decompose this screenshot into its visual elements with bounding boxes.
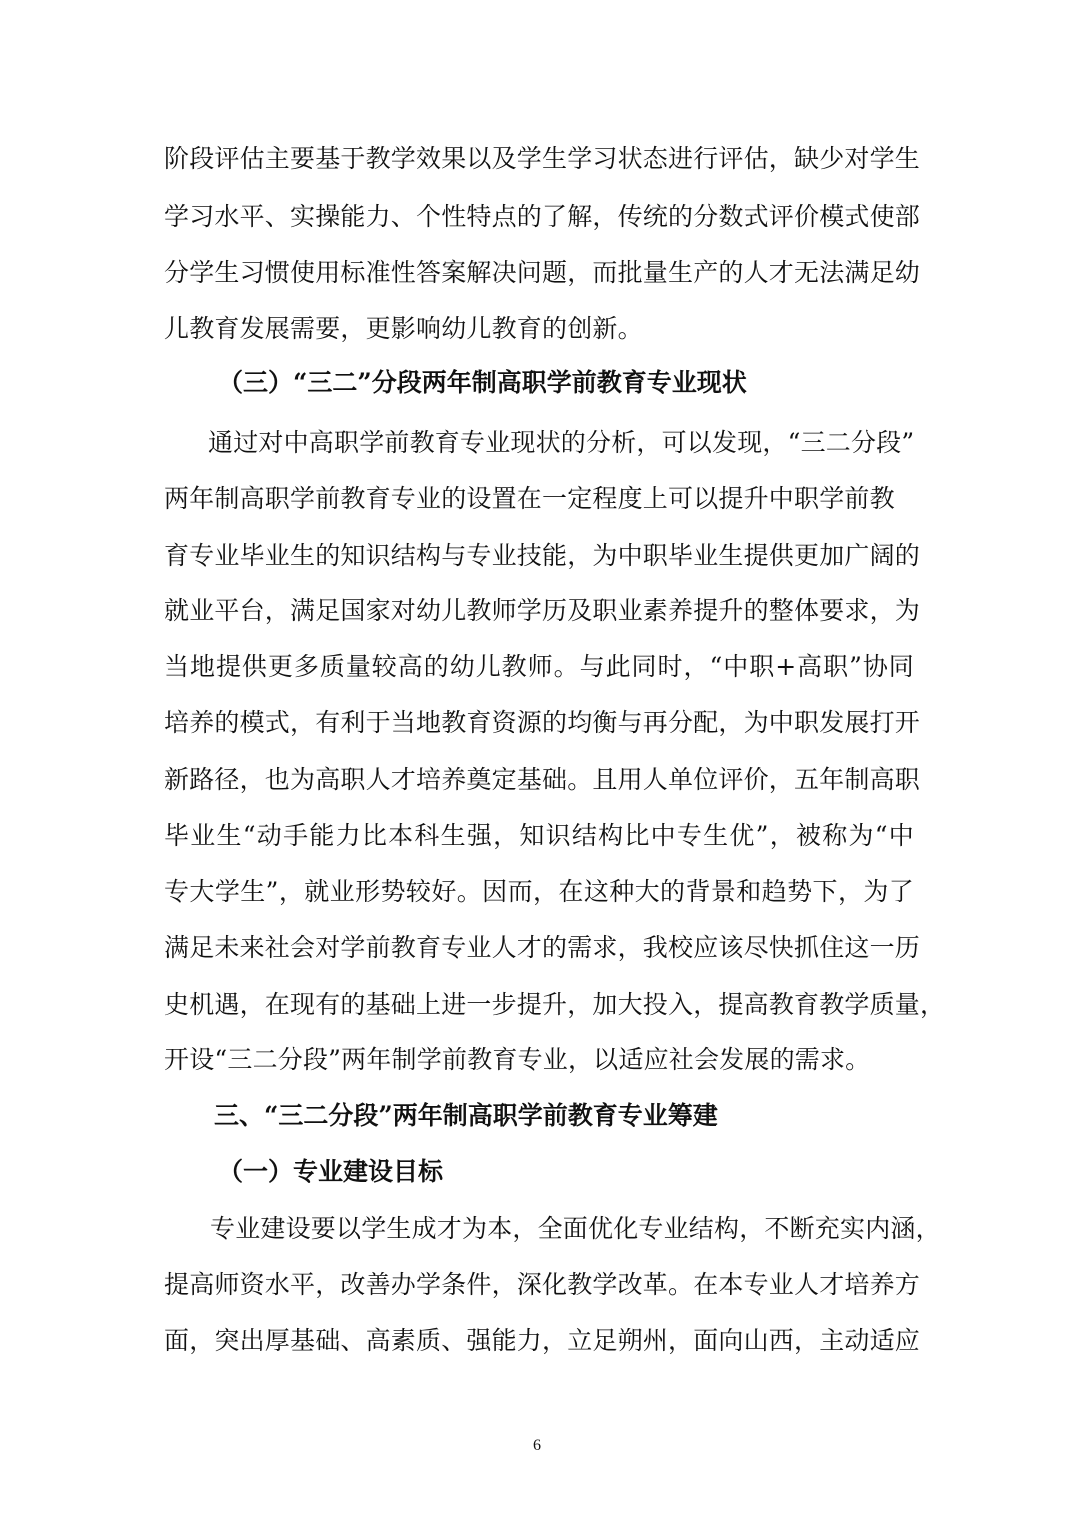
paragraph-2-line-5: 当地提供更多质量较高的幼儿教师。与此同时，“中职+高职”协同 <box>164 652 914 681</box>
paragraph-1-line-3: 分学生习惯使用标准性答案解决问题，而批量生产的人才无法满足幼 <box>164 258 921 287</box>
paragraph-3-line-2: 提高师资水平，改善办学条件，深化教学改革。在本专业人才培养方 <box>164 1270 921 1299</box>
page-number: 6 <box>533 1437 541 1454</box>
paragraph-2-line-2: 两年制高职学前教育专业的设置在一定程度上可以提升中职学前教 <box>164 484 895 513</box>
paragraph-2-line-3: 育专业毕业生的知识结构与专业技能，为中职毕业生提供更加广阔的 <box>164 541 921 570</box>
paragraph-1-line-4: 儿教育发展需要，更影响幼儿教育的创新。 <box>164 314 643 343</box>
paragraph-1-line-1: 阶段评估主要基于教学效果以及学生学习状态进行评估，缺少对学生 <box>164 144 921 173</box>
paragraph-2-line-9: 专大学生”，就业形势较好。因而，在这种大的背景和趋势下，为了 <box>164 877 914 906</box>
paragraph-2-line-12: 开设“三二分段”两年制学前教育专业，以适应社会发展的需求。 <box>164 1045 871 1074</box>
section-heading-1: （一）专业建设目标 <box>218 1157 444 1186</box>
paragraph-2-line-1: 通过对中高职学前教育专业现状的分析，可以发现，“三二分段” <box>208 428 915 457</box>
paragraph-2-line-6: 培养的模式，有利于当地教育资源的均衡与再分配，为中职发展打开 <box>164 708 921 737</box>
paragraph-1-line-2: 学习水平、实操能力、个性特点的了解，传统的分数式评价模式使部 <box>164 202 921 231</box>
paragraph-2-line-10: 满足未来社会对学前教育专业人才的需求，我校应该尽快抓住这一历 <box>164 933 921 962</box>
paragraph-3-line-1: 专业建设要以学生成才为本，全面优化专业结构，不断充实内涵， <box>210 1214 941 1243</box>
paragraph-2-line-8: 毕业生“动手能力比本科生强，知识结构比中专生优”，被称为“中 <box>164 821 914 850</box>
chapter-heading-3: 三、“三二分段”两年制高职学前教育专业筹建 <box>214 1101 718 1130</box>
paragraph-2-line-11: 史机遇，在现有的基础上进一步提升，加大投入，提高教育教学质量， <box>164 990 946 1019</box>
paragraph-2-line-7: 新路径，也为高职人才培养奠定基础。且用人单位评价，五年制高职 <box>164 765 921 794</box>
paragraph-3-line-3: 面，突出厚基础、高素质、强能力，立足朔州，面向山西，主动适应 <box>164 1326 921 1355</box>
section-heading-3: （三）“三二”分段两年制高职学前教育专业现状 <box>218 368 747 397</box>
paragraph-2-line-4: 就业平台，满足国家对幼儿教师学历及职业素养提升的整体要求，为 <box>164 596 921 625</box>
